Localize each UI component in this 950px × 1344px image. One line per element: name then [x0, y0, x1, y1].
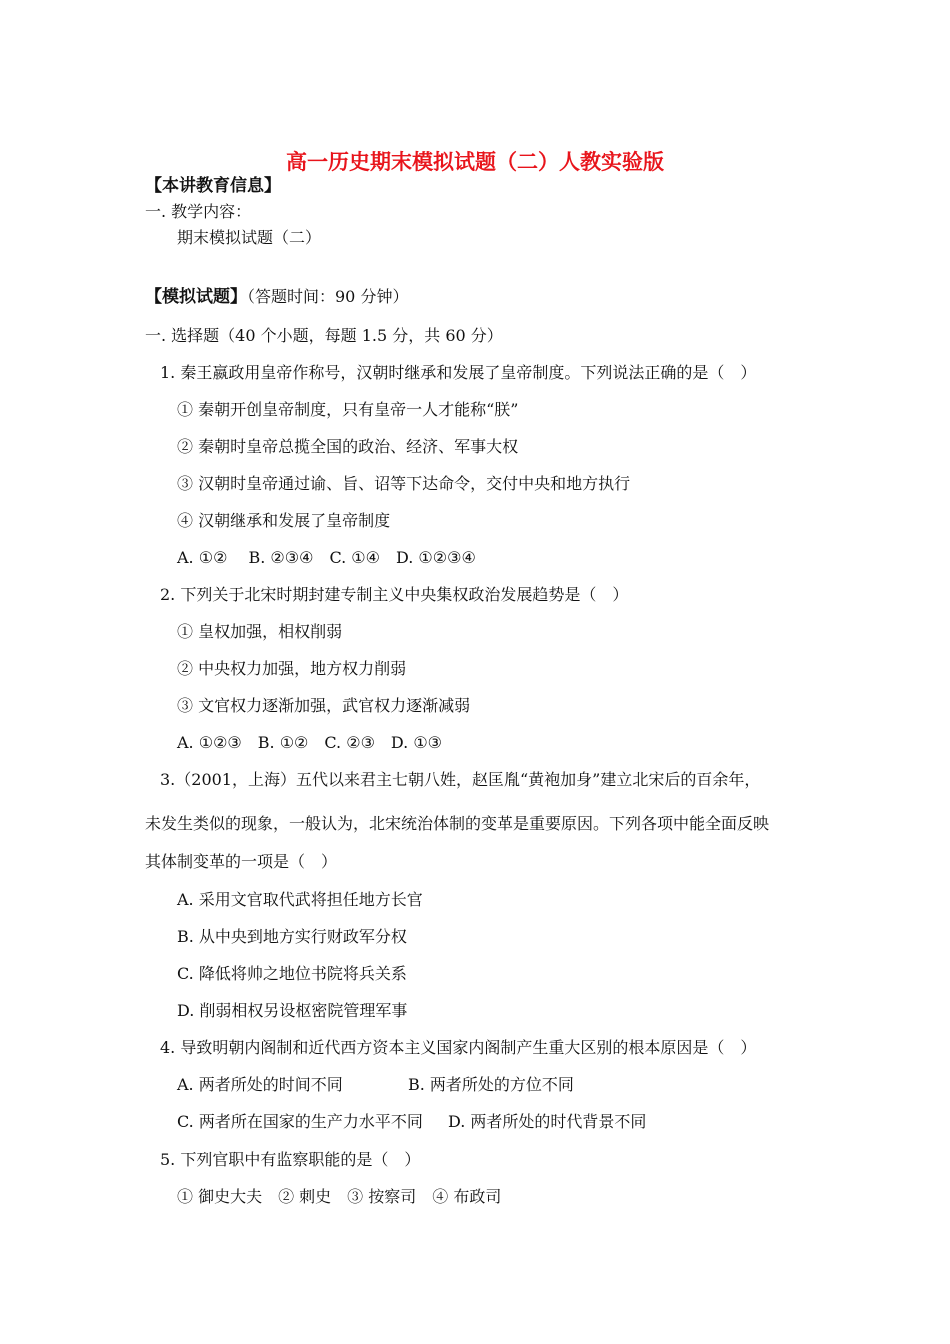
question-4-option-c: C. 两者所在国家的生产力水平不同	[177, 1112, 423, 1131]
test-heading: 【模拟试题】	[145, 287, 247, 307]
question-5-stem: 5. 下列官职中有监察职能的是（ ）	[160, 1150, 421, 1169]
question-2-item: ② 中央权力加强，地方权力削弱	[177, 659, 407, 678]
question-2-item: ① 皇权加强，相权削弱	[177, 622, 343, 641]
question-3-option: C. 降低将帅之地位书院将兵关系	[177, 964, 407, 983]
question-3-option: B. 从中央到地方实行财政军分权	[177, 927, 407, 946]
question-1-item: ① 秦朝开创皇帝制度，只有皇帝一人才能称“朕”	[177, 400, 519, 419]
content-label: 一. 教学内容：	[145, 202, 252, 221]
question-2-item: ③ 文官权力逐渐加强，武官权力逐渐减弱	[177, 696, 471, 715]
question-2-stem: 2. 下列关于北宋时期封建专制主义中央集权政治发展趋势是（ ）	[160, 585, 629, 604]
question-2-options: A. ①②③ B. ①② C. ②③ D. ①③	[177, 733, 443, 752]
question-3-option: A. 采用文官取代武将担任地方长官	[177, 890, 423, 909]
test-heading-line	[145, 287, 408, 307]
section-heading: 一. 选择题（40 个小题，每题 1.5 分，共 60 分）	[145, 326, 503, 345]
test-time: （答题时间：90 分钟）	[247, 287, 409, 306]
info-heading: 【本讲教育信息】	[145, 176, 281, 196]
content-value: 期末模拟试题（二）	[177, 228, 322, 247]
document-title: 高一历史期末模拟试题（二）人教实验版	[286, 149, 664, 174]
question-1-stem: 1. 秦王嬴政用皇帝作称号，汉朝时继承和发展了皇帝制度。下列说法正确的是（ ）	[160, 363, 757, 382]
question-1-item: ③ 汉朝时皇帝通过谕、旨、诏等下达命令，交付中央和地方执行	[177, 474, 631, 493]
question-3-stem-line: 3.（2001，上海）五代以来君主七朝八姓，赵匡胤“黄袍加身”建立北宋后的百余年，	[160, 770, 761, 789]
question-1-item: ② 秦朝时皇帝总揽全国的政治、经济、军事大权	[177, 437, 519, 456]
question-5-items: ① 御史大夫 ② 刺史 ③ 按察司 ④ 布政司	[177, 1187, 502, 1206]
question-3-option: D. 削弱相权另设枢密院管理军事	[177, 1001, 408, 1020]
question-1-item: ④ 汉朝继承和发展了皇帝制度	[177, 511, 391, 530]
question-4-stem: 4. 导致明朝内阁制和近代西方资本主义国家内阁制产生重大区别的根本原因是（ ）	[160, 1038, 757, 1057]
question-1-options: A. ①② B. ②③④ C. ①④ D. ①②③④	[177, 548, 476, 567]
question-3-stem-line: 未发生类似的现象，一般认为，北宋统治体制的变革是重要原因。下列各项中能全面反映	[145, 814, 770, 833]
question-4-option-b: B. 两者所处的方位不同	[408, 1075, 574, 1094]
question-4-option-a: A. 两者所处的时间不同	[177, 1075, 343, 1094]
question-3-stem-line: 其体制变革的一项是（ ）	[145, 852, 338, 871]
question-4-option-d: D. 两者所处的时代背景不同	[448, 1112, 647, 1131]
